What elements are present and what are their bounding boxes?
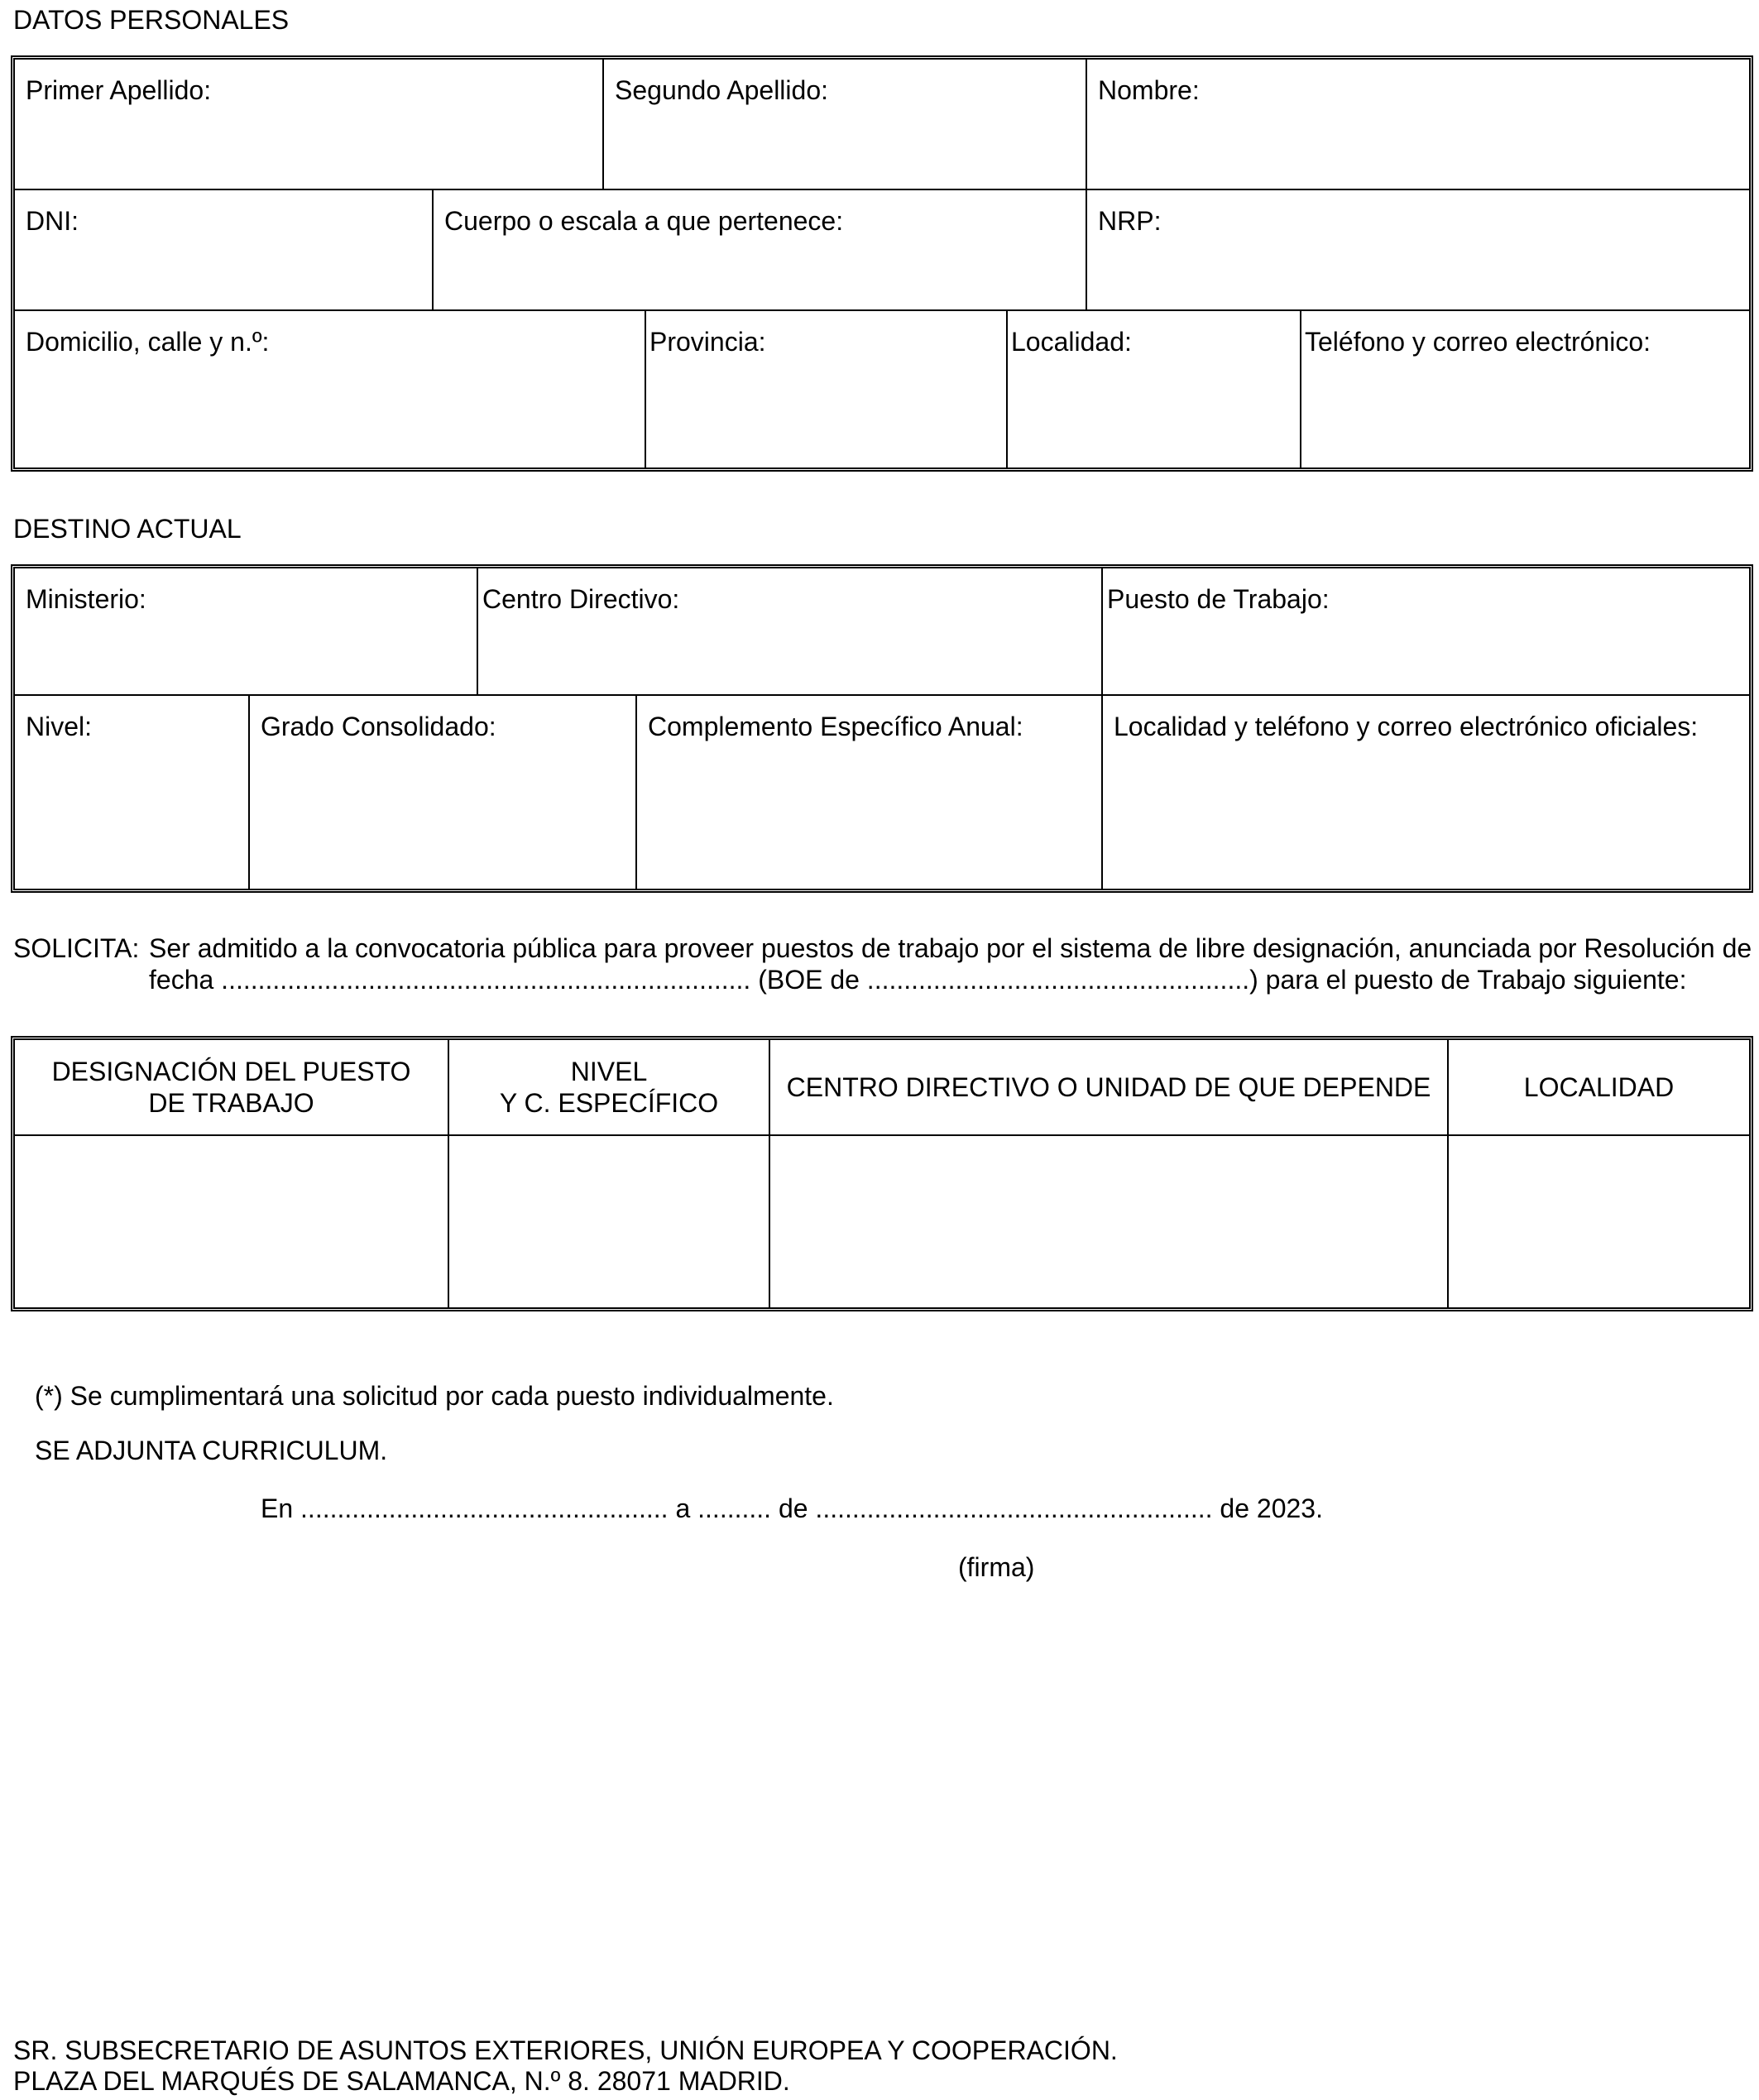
cuerpo-escala-field[interactable] bbox=[432, 190, 1086, 311]
segundo-apellido-label: Segundo Apellido: bbox=[615, 75, 828, 105]
localidad-input-cell[interactable] bbox=[1447, 1136, 1749, 1307]
grado-consolidado-label: Grado Consolidado: bbox=[261, 712, 496, 741]
complemento-especifico-label: Complemento Específico Anual: bbox=[648, 712, 1023, 741]
date-place-line[interactable]: En .................................................. a .......... de ...................................................... de 2023. bbox=[261, 1493, 1323, 1523]
destino-row-2 bbox=[15, 694, 1749, 889]
centro-directivo-label: Centro Directivo: bbox=[482, 584, 680, 614]
note-adjunta-curriculum: SE ADJUNTA CURRICULUM. bbox=[35, 1436, 388, 1465]
solicita-text-line-2: fecha ........................................................................ (BOE de ....................................................) para el puesto de Trabajo siguiente: bbox=[149, 965, 1687, 995]
localidad-field[interactable] bbox=[1006, 311, 1300, 467]
puesto-trabajo-field[interactable] bbox=[1101, 568, 1749, 694]
puestos-table bbox=[11, 1036, 1753, 1311]
domicilio-field[interactable] bbox=[15, 311, 645, 467]
nivel-field[interactable] bbox=[15, 696, 248, 889]
telefono-correo-field[interactable] bbox=[1300, 311, 1749, 467]
destino-actual-table bbox=[11, 564, 1753, 893]
nivel-input-cell[interactable] bbox=[448, 1136, 769, 1307]
nivel-label: Nivel: bbox=[26, 712, 93, 741]
solicita-text-line-1: Ser admitido a la convocatoria pública para proveer puestos de trabajo por el sistema de libre designación, anunciada por Resolución de bbox=[149, 933, 1752, 963]
personal-row-2 bbox=[15, 189, 1749, 311]
section-title-datos-personales: DATOS PERSONALES bbox=[13, 5, 290, 35]
puestos-entry-row bbox=[15, 1134, 1749, 1307]
centro-directivo-input-cell[interactable] bbox=[769, 1136, 1447, 1307]
personal-row-3 bbox=[15, 309, 1749, 467]
dni-field[interactable] bbox=[15, 190, 432, 311]
cuerpo-escala-label: Cuerpo o escala a que pertenece: bbox=[444, 206, 844, 236]
personal-row-1 bbox=[15, 60, 1749, 189]
dni-label: DNI: bbox=[26, 206, 79, 236]
solicita-label: SOLICITA: bbox=[13, 933, 140, 963]
centro-directivo-field[interactable] bbox=[477, 568, 1101, 694]
localidad-oficial-label: Localidad y teléfono y correo electrónico oficiales: bbox=[1114, 712, 1699, 741]
telefono-correo-label: Teléfono y correo electrónico: bbox=[1305, 327, 1651, 357]
grado-consolidado-field[interactable] bbox=[248, 696, 635, 889]
segundo-apellido-field[interactable] bbox=[602, 60, 1086, 189]
nrp-label: NRP: bbox=[1098, 206, 1162, 236]
header-centro-directivo: CENTRO DIRECTIVO O UNIDAD DE QUE DEPENDE bbox=[769, 1040, 1447, 1134]
nrp-field[interactable] bbox=[1086, 190, 1749, 311]
destino-row-1 bbox=[15, 568, 1749, 694]
firma-label: (firma) bbox=[958, 1552, 1035, 1582]
section-title-destino-actual: DESTINO ACTUAL bbox=[13, 514, 242, 544]
complemento-especifico-field[interactable] bbox=[635, 696, 1101, 889]
ministerio-label: Ministerio: bbox=[26, 584, 146, 614]
provincia-field[interactable] bbox=[645, 311, 1006, 467]
localidad-label: Localidad: bbox=[1011, 327, 1132, 357]
personal-data-table bbox=[11, 55, 1753, 472]
primer-apellido-field[interactable] bbox=[15, 60, 602, 189]
designacion-input-cell[interactable] bbox=[15, 1136, 448, 1307]
provincia-label: Provincia: bbox=[649, 327, 766, 357]
header-localidad: LOCALIDAD bbox=[1447, 1040, 1749, 1134]
header-designacion: DESIGNACIÓN DEL PUESTO DE TRABAJO bbox=[51, 1057, 411, 1118]
footer-address: PLAZA DEL MARQUÉS DE SALAMANCA, N.º 8. 28071 MADRID. bbox=[13, 2066, 790, 2096]
localidad-oficial-field[interactable] bbox=[1101, 696, 1749, 889]
primer-apellido-label: Primer Apellido: bbox=[26, 75, 212, 105]
nombre-label: Nombre: bbox=[1098, 75, 1200, 105]
note-solicitud-por-puesto: (*) Se cumplimentará una solicitud por cada puesto individualmente. bbox=[35, 1381, 834, 1411]
nombre-field[interactable] bbox=[1086, 60, 1749, 189]
footer-recipient: SR. SUBSECRETARIO DE ASUNTOS EXTERIORES, UNIÓN EUROPEA Y COOPERACIÓN. bbox=[13, 2035, 1118, 2065]
puesto-trabajo-label: Puesto de Trabajo: bbox=[1107, 584, 1330, 614]
ministerio-field[interactable] bbox=[15, 568, 477, 694]
domicilio-label: Domicilio, calle y n.º: bbox=[26, 327, 270, 357]
header-nivel: NIVEL Y C. ESPECÍFICO bbox=[448, 1040, 769, 1134]
puestos-header-row bbox=[15, 1040, 1749, 1134]
